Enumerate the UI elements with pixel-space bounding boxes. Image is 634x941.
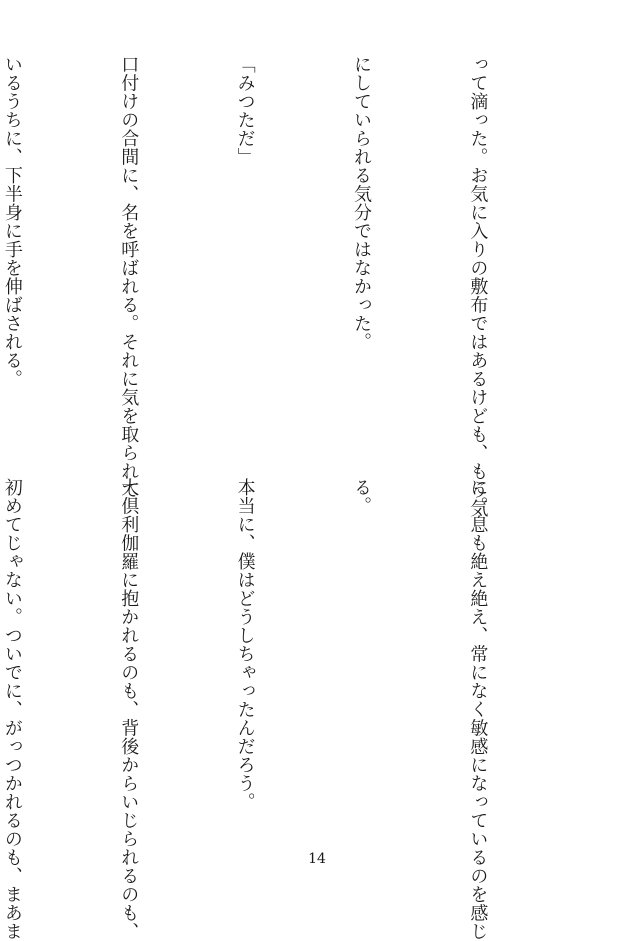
text-line: 口付けの合間に、名を呼ばれる。それに気を取られて (118, 55, 140, 499)
text-line: にしていられる気分ではなかった。 (351, 55, 373, 351)
text-line: 大倶利伽羅に抱かれるのも、背後からいじられるのも、 (118, 478, 140, 941)
text-line: って滴った。お気に入りの敷布ではあるけども、もう気 (467, 55, 489, 518)
text-line: 「みつただ」 (234, 55, 256, 166)
text-line: に。息も絶え絶え、常になく敏感になっているのを感じ (467, 478, 489, 941)
text-line: 初めてじゃない。ついでに、がっつかれるのも、まあま (1, 478, 23, 941)
page-number: 14 (308, 851, 326, 867)
text-line: 本当に、僕はどうしちゃったんだろう。 (234, 478, 256, 811)
text-line: いるうちに、下半身に手を伸ばされる。 (1, 55, 23, 388)
text-line: る。 (351, 478, 373, 515)
upper-text-block (1, 55, 574, 518)
